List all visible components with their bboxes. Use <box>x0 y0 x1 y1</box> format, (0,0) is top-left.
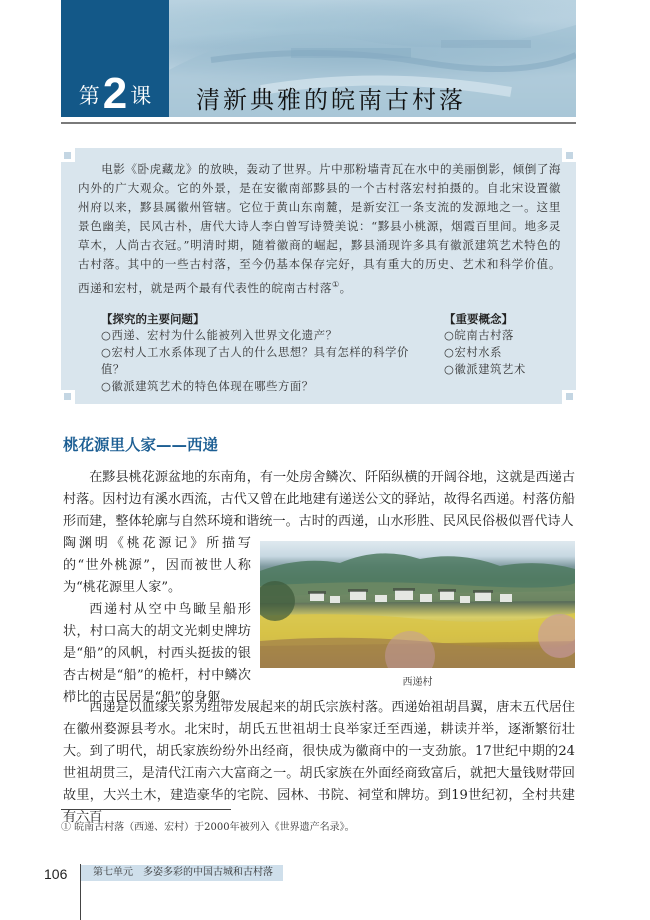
body-paragraph-1-continued: 陶渊明《桃花源记》所描写的“世外桃源”，因而被世人称为“桃花源里人家”。 <box>63 536 251 595</box>
body-paragraph-wrapped <box>63 533 251 709</box>
village-landscape-image <box>260 541 575 668</box>
concept-item: ○皖南古村落 <box>444 329 514 342</box>
header-divider <box>61 122 576 124</box>
lesson-number <box>61 66 169 116</box>
concepts-heading: 【重要概念】 <box>444 312 513 326</box>
lesson-header-banner <box>61 0 576 117</box>
body-paragraph-1: 在黟县桃花源盆地的东南角，有一处房舍鳞次、阡陌纵横的开阔谷地，这就是西递古村落。因村边有溪水西流，古代又曾在此地建有递送公文的驿站，故得名西递。村落仿船形而建，整体轮廓与自然环境和谐统一。古时的西递，山水形胜、民风民俗极似晋代诗人 <box>63 470 575 529</box>
footnote-divider <box>61 809 231 810</box>
corner-notch-icon <box>562 148 576 162</box>
unit-label-band <box>81 865 283 881</box>
key-concepts <box>444 311 564 378</box>
corner-notch-icon <box>562 390 576 404</box>
intro-paragraph <box>78 160 561 298</box>
page-number: 106 <box>44 866 68 882</box>
body-paragraph-3: 西递是以血缘关系为纽带发展起来的胡氏宗族村落。西递始祖胡昌翼，唐末五代居住在徽州婺源县考水。北宋时，胡氏五世祖胡士良举家迁至西递，耕读并举，逐渐繁衍壮大。到了明代，胡氏家族纷纷外出经商，很快成为徽商中的一支劲旅。17世纪中期的24世祖胡贯三，是清代江南六大富商之一。胡氏家族在外面经商致富后，就把大量钱财带回故里，大兴土木，建造豪华的宅院、园林、书院、祠堂和牌坊。到19世纪初，全村共建有六百 <box>63 700 575 825</box>
lesson-number-digit: 2 <box>102 69 128 118</box>
body-paragraph-2: 西递村从空中鸟瞰呈船形状，村口高大的胡文光刺史牌坊是“船”的风帆，村西头挺拔的银杏古树是“船”的桅杆，村中鳞次栉比的古民居是“船”的身躯。 <box>63 602 251 705</box>
concept-item: ○宏村水系 <box>444 346 503 359</box>
intro-paragraph-text: 电影《卧虎藏龙》的放映，轰动了世界。片中那粉墙青瓦在水中的美丽倒影，倾倒了海内外的广大观众。它的外景，是在安徽南部黟县的一个古村落宏村拍摄的。自北宋设置徽州府以来，黟县属徽州管辖。它位于黄山东南麓，是新安江一条支流的发源地之一。这里景色幽美，民风古朴，唐代大诗人李白曾写诗赞美说：“黟县小桃源，烟霞百里间。地多灵草木，人尚古衣冠。”明清时期，随着徽商的崛起，黟县涌现许多具有徽派建筑艺术特色的古村落。其中的一些古村落，至今仍基本保存完好，具有重大的历史、艺术和科学价值。西递和宏村，就是两个最有代表性的皖南古村落 <box>78 162 561 295</box>
lesson-suffix: 课 <box>130 84 152 108</box>
questions-heading: 【探究的主要问题】 <box>101 312 205 326</box>
intro-paragraph-end: 。 <box>339 280 352 295</box>
section-heading: 桃花源里人家——西递 <box>63 436 219 454</box>
concept-item: ○徽派建筑艺术 <box>444 363 526 376</box>
xidi-village-photo <box>260 541 575 668</box>
unit-label: 第七单元 多姿多彩的中国古城和古村落 <box>93 867 273 878</box>
photo-caption: 西递村 <box>402 677 433 688</box>
corner-notch-icon <box>61 390 75 404</box>
inquiry-questions <box>101 311 431 395</box>
lesson-title: 清新典雅的皖南古村落 <box>196 86 466 114</box>
corner-notch-icon <box>61 148 75 162</box>
lesson-prefix: 第 <box>78 84 100 108</box>
question-item: ○西递、宏村为什么能被列入世界文化遗产？ <box>101 329 338 342</box>
question-item: ○宏村人工水系体现了古人的什么思想？具有怎样的科学价值？ <box>101 346 409 376</box>
footnote: ① 皖南古村落（西递、宏村）于2000年被列入《世界遗产名录》。 <box>61 822 355 833</box>
intro-box <box>61 148 576 404</box>
question-item: ○徽派建筑艺术的特色体现在哪些方面？ <box>101 380 314 393</box>
footnote-marker[interactable]: ① <box>331 279 340 289</box>
